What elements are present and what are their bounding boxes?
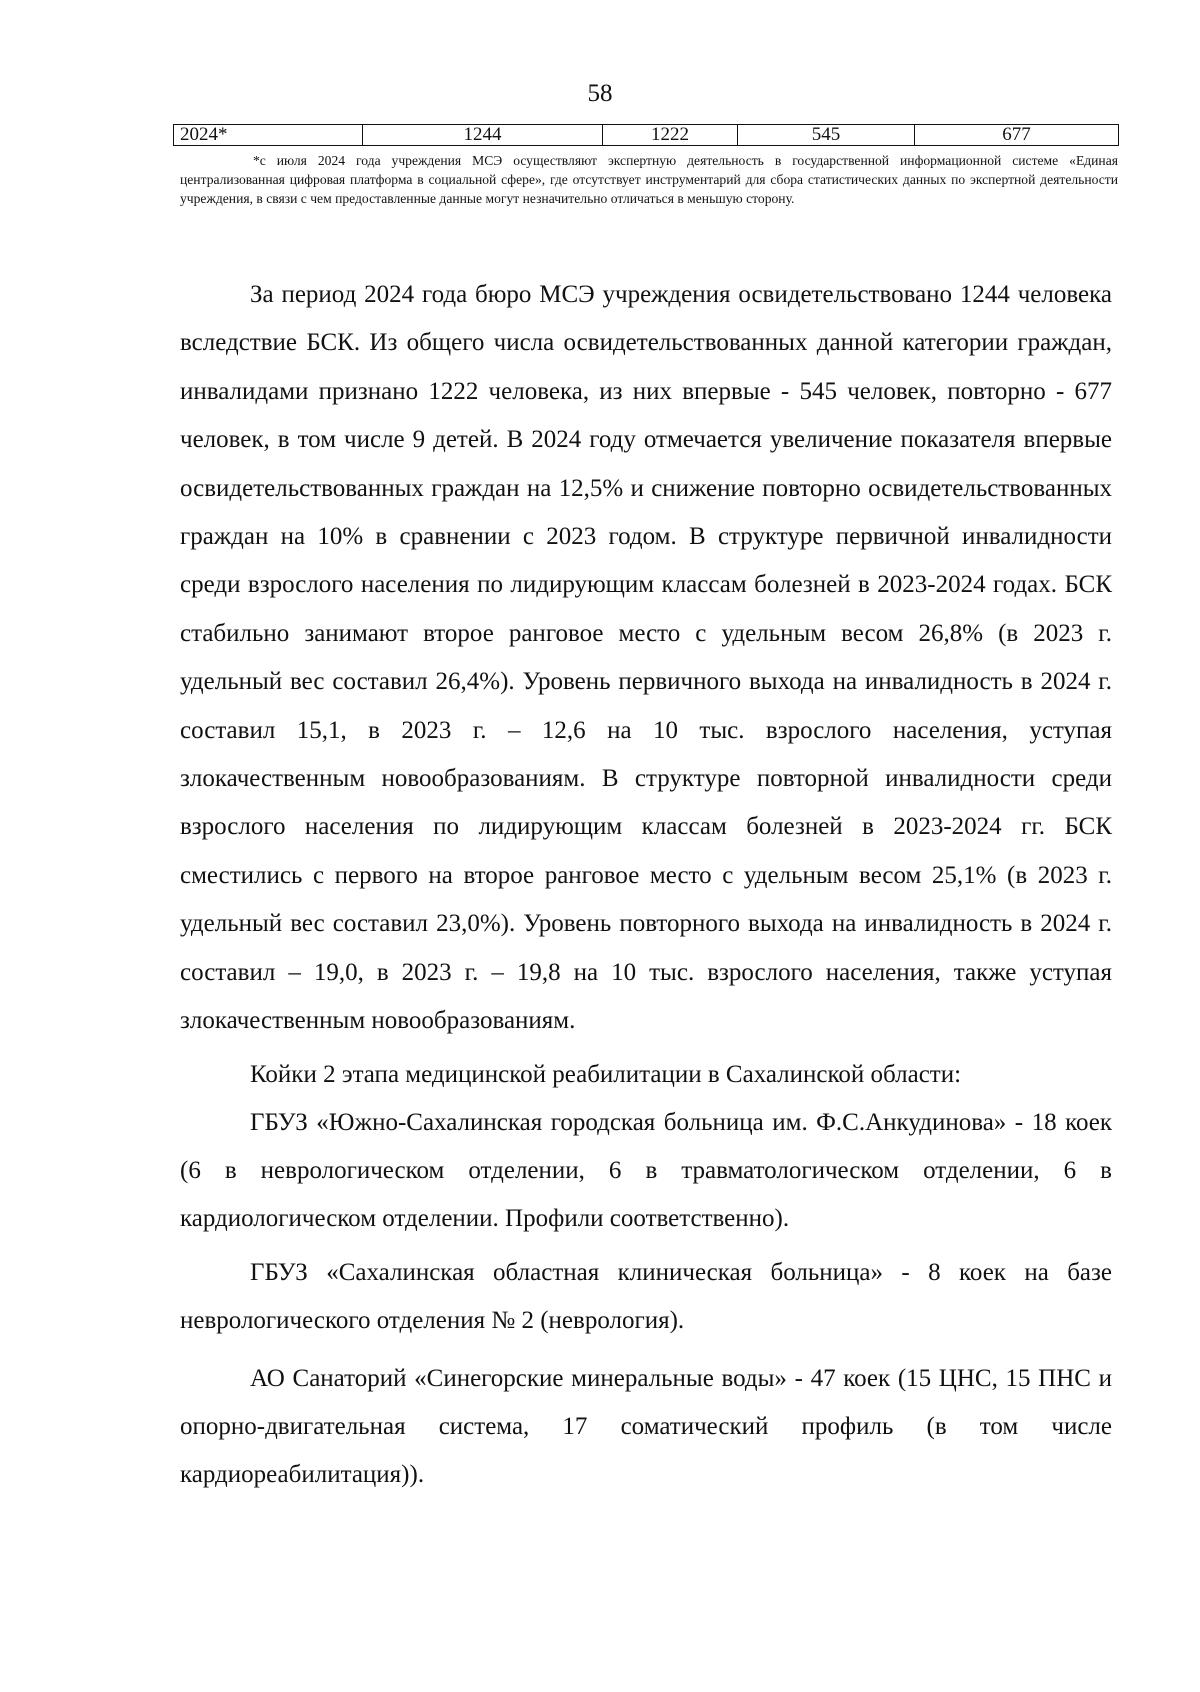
paragraph-hospital-1: ГБУЗ «Южно-Сахалинская городская больница им. Ф.С.Анкудинова» - 18 коек (6 в неврологическом отделении, 6 в травматологическом отделении, 6 в кардиологическом отделении. Профили соответственно). [180, 1108, 1112, 1232]
table-footnote [180, 151, 1118, 208]
paragraph-main-summary: За период 2024 года бюро МСЭ учреждения освидетельствовано 1244 человека вследствие БСК. Из общего числа освидетельствованных данной категории граждан, инвалидами признано 1222 человека, из них впервые - 545 человек, повторно - 677 человек, в том числе 9 детей. В 2024 году отмечается увеличение показателя впервые освидетельствованных граждан на 12,5% и снижение повторно освидетельствованных граждан на 10% в сравнении с 2023 годом. В структуре первичной инвалидности среди взрослого населения по лидирующим классам болезней в 2023-2024 годах. БСК стабильно занимают второе ранговое место с удельным весом 26,8% (в 2023 г. удельный вес составил 26,4%). Уровень первичного выхода на инвалидность в 2024 г. составил 15,1, в 2023 г. – 12,6 на 10 тыс. взрослого населения, уступая злокачественным новообразованиям. В структуре повторной инвалидности среди взрослого населения по лидирующим классам болезней в 2023-2024 гг. БСК сместились с первого на второе ранговое место с удельным весом 25,1% (в 2023 г. удельный вес составил 23,0%). Уровень повторного выхода на инвалидность в 2024 г. составил – 19,0, в 2023 г. – 19,8 на 10 тыс. взрослого населения, также уступая злокачественным новообразованиям. [180, 281, 1112, 1035]
table-row [174, 125, 1119, 146]
statistics-table [173, 124, 1119, 146]
table-cell-repeated: 677 [915, 125, 1119, 146]
paragraph-beds-title: Койки 2 этапа медицинской реабилитации в Сахалинской области: [250, 1060, 962, 1088]
footnote-text: *с июля 2024 года учреждения МСЭ осуществляют экспертную деятельность в государственной информационной системе «Единая централизованная цифровая платформа в социальной сфере», где отсутствует инструментарий для сбора статистических данных по экспертной деятельности учреждения, в связи с чем предоставленные данные могут незначительно отличаться в меньшую сторону. [180, 153, 1118, 206]
document-body [180, 271, 1112, 1499]
table-cell-first-time: 545 [738, 125, 915, 146]
paragraph-hospital-2: ГБУЗ «Сахалинская областная клиническая больница» - 8 коек на базе неврологического отделения № 2 (неврология). [180, 1258, 1112, 1334]
page-number: 58 [587, 80, 613, 107]
paragraph-hospital-3: АО Санаторий «Синегорские минеральные воды» - 47 коек (15 ЦНС, 15 ПНС и опорно-двигательная система, 17 соматический профиль (в том числе кардиореабилитация)). [180, 1364, 1112, 1488]
table-cell-year: 2024* [174, 125, 363, 146]
table-cell-examined: 1244 [363, 125, 603, 146]
table-cell-recognized-disabled: 1222 [603, 125, 738, 146]
